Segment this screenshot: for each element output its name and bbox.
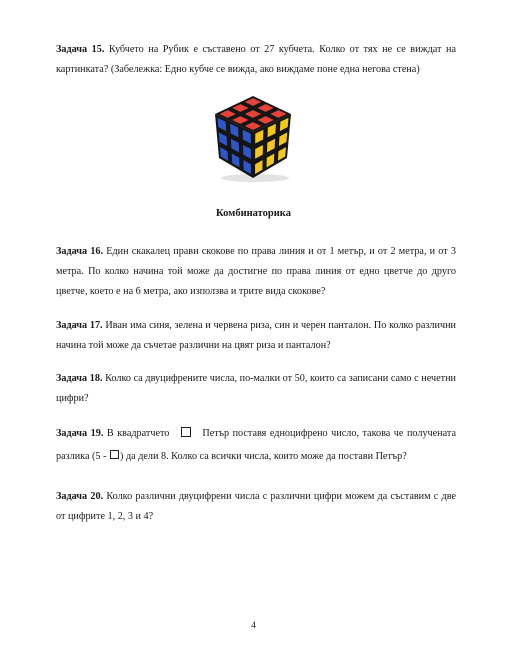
task-17-text: Иван има синя, зелена и червена риза, син и черен панталон. По колко различни начина той може да съчетае различни на цвят риза и панталон?	[56, 320, 456, 351]
task-17-label: Задача 17.	[56, 320, 103, 331]
task-19	[56, 422, 456, 468]
empty-square-icon	[181, 427, 191, 437]
task-17	[56, 316, 456, 356]
task-19-text-c: ) да дели 8. Колко са всички числа, които може да постави Петър?	[120, 451, 407, 462]
task-15-label: Задача 15.	[56, 44, 105, 55]
section-heading: Комбинаторика	[216, 208, 291, 219]
task-20	[56, 487, 456, 527]
task-16-text: Един скакалец прави скокове по права линия и от 1 метър, и от 2 метра, и от 3 метра. По колко начина той може да достигне по права линия от едно цветче до друго цветче, което е на 6 метра, ако използва и трите вида скокове?	[56, 246, 456, 297]
page-number: 4	[251, 621, 256, 631]
task-20-label: Задача 20.	[56, 491, 104, 502]
rubiks-cube-image	[207, 92, 299, 184]
task-18	[56, 369, 456, 409]
task-20-text: Колко различни двуцифрени числа с различни цифри можем да съставим с две от цифрите 1, 2, 3 и 4?	[56, 491, 456, 522]
task-16	[56, 242, 456, 302]
empty-square-icon	[110, 450, 119, 459]
task-18-text: Колко са двуцифрените числа, по-малки от 50, които са записани само с нечетни цифри?	[56, 373, 457, 404]
task-19-label: Задача 19.	[56, 428, 104, 439]
task-19-text-a: В квадратчето	[103, 428, 173, 439]
task-15	[56, 40, 456, 80]
task-19-text-b: Петър поставя едноцифрено число, такова че получената разлика (5 -	[56, 428, 456, 462]
task-15-text: Кубчето на Рубик е съставено от 27 кубчета. Колко от тях не се виждат на картинката? (Забележка: Едно кубче се вижда, ако виждаме поне една негова стена)	[56, 44, 456, 75]
task-18-label: Задача 18.	[56, 373, 103, 384]
task-16-label: Задача 16.	[56, 246, 104, 257]
